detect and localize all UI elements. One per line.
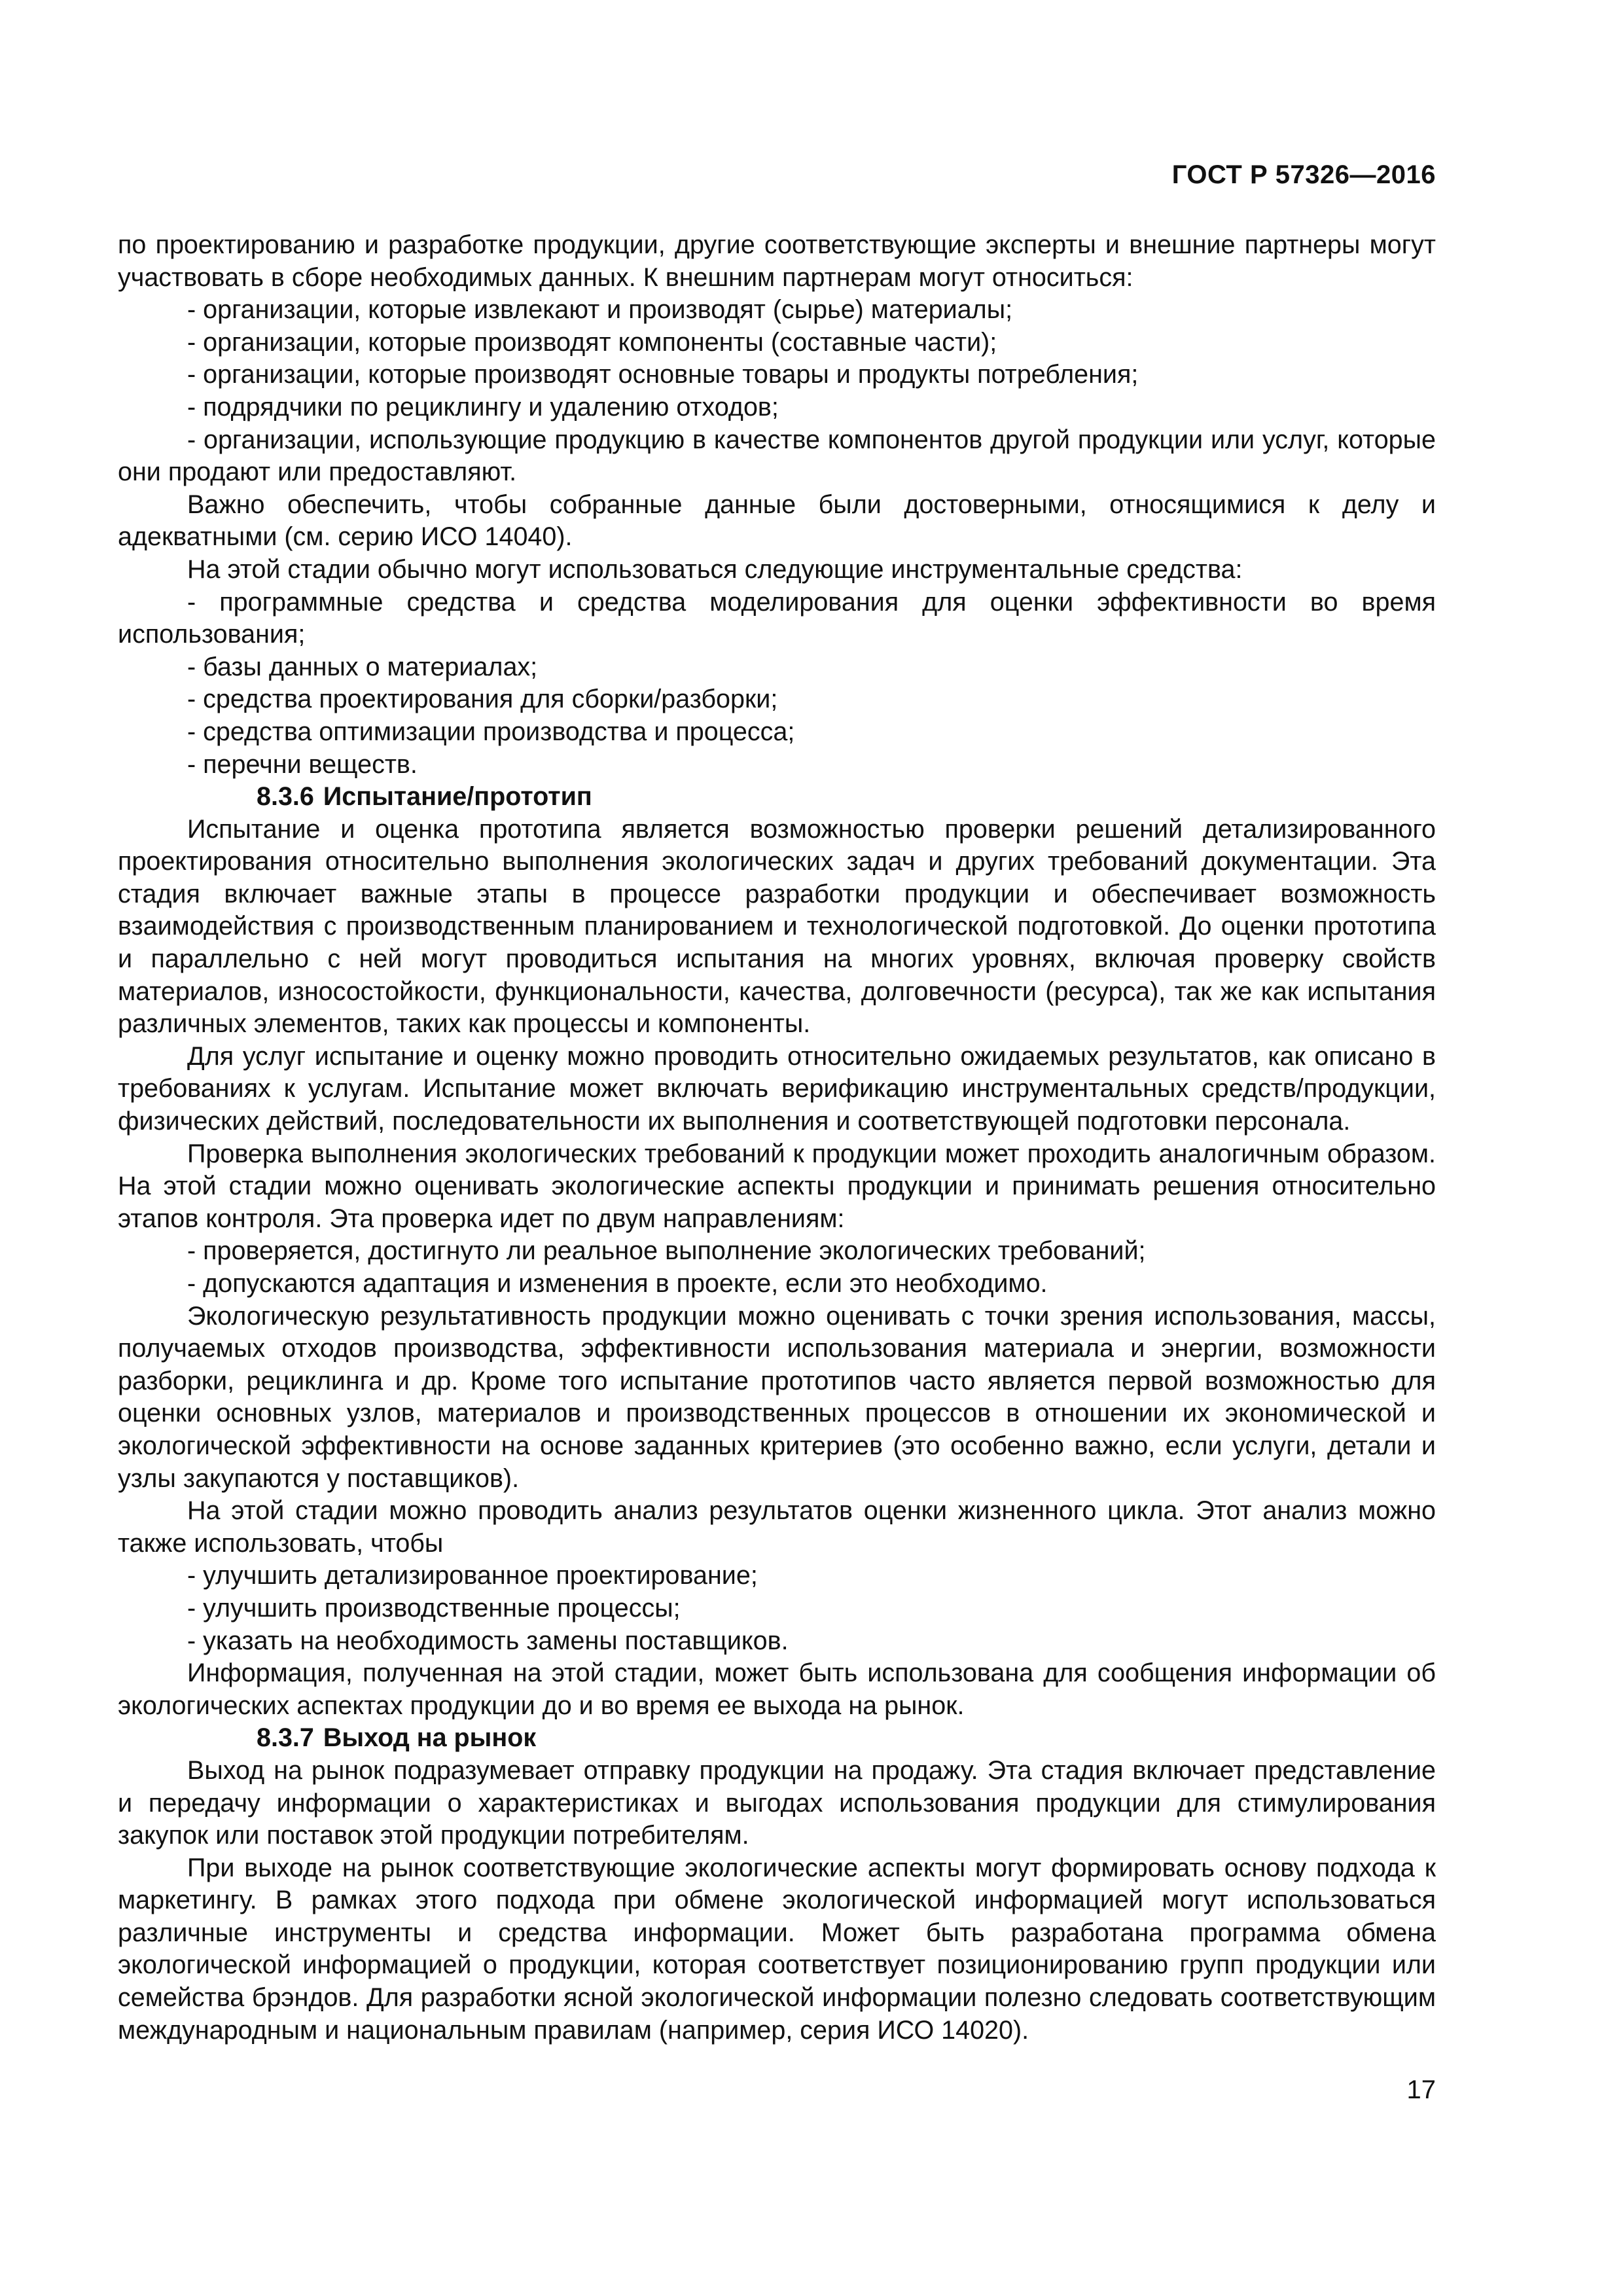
paragraph: Выход на рынок подразумевает отправку продукции на продажу. Эта стадия включает представление и передачу информации о характеристиках и выгодах использования продукции для стимулирования закупок или поставок этой продукции потребителям. [118,1755,1436,1850]
list-item: - улучшить детализированное проектирование; [187,1561,758,1590]
analysis-list [118,1560,1436,1657]
list-item: - программные средства и средства моделирования для оценки эффективности во время использования; [118,587,1436,649]
section-heading-8-3-6 [118,781,1436,814]
list-item: - организации, использующие продукцию в качестве компонентов другой продукции или услуг, которые они продают или предоставляют. [118,425,1436,487]
partners-list [118,294,1436,489]
list-item: - организации, которые извлекают и производят (сырье) материалы; [187,295,1013,325]
paragraph: На этой стадии обычно могут использоваться следующие инструментальные средства: [187,554,1243,584]
list-item: - средства оптимизации производства и процесса; [187,717,795,746]
paragraph: Важно обеспечить, чтобы собранные данные были достоверными, относящимися к делу и адекватными (см. серию ИСО 14040). [118,490,1436,552]
list-item: - допускаются адаптация и изменения в проекте, если это необходимо. [187,1269,1048,1298]
list-item: - средства проектирования для сборки/разборки; [187,685,778,714]
section-title: Выход на рынок [323,1723,537,1753]
list-item: - базы данных о материалах; [187,652,538,681]
list-item: - указать на необходимость замены поставщиков. [187,1626,789,1655]
paragraph: Проверка выполнения экологических требований к продукции может проходить аналогичным образом. На этой стадии можно оценивать экологические аспекты продукции и принимать решения относительно этапов контроля. Эта проверка идет по двум направлениям: [118,1139,1436,1233]
paragraph: При выходе на рынок соответствующие экологические аспекты могут формировать основу подхода к маркетингу. В рамках этого подхода при обмене экологической информацией могут использоваться различные инструменты и средства информации. Может быть разработана программа обмена экологической информацией о продукции, которая соответствует позиционированию групп продукции или семейства брэндов. Для разработки ясной экологической информации полезно следовать соответствующим международным и национальным правилам (например, серия ИСО 14020). [118,1853,1436,2045]
paragraph: Информация, полученная на этой стадии, может быть использована для сообщения информации об экологических аспектах продукции до и во время ее выхода на рынок. [118,1659,1436,1720]
section-heading-8-3-7 [118,1722,1436,1755]
list-item: - улучшить производственные процессы; [187,1593,681,1623]
verification-list [118,1235,1436,1300]
list-item: - подрядчики по рециклингу и удалению отходов; [187,392,779,422]
document-code-header: ГОСТ Р 57326—2016 [1171,160,1436,189]
section-number: 8.3.7 [257,1723,314,1753]
list-item: - организации, которые производят основные товары и продукты потребления; [187,360,1139,389]
section-title: Испытание/прототип [323,782,592,812]
page-body [118,229,1436,2047]
paragraph: по проектированию и разработке продукции, другие соответствующие эксперты и внешние партнеры могут участвовать в сборе необходимых данных. К внешним партнерам могут относиться: [118,230,1436,292]
tools-list [118,586,1436,781]
paragraph: Испытание и оценка прототипа является возможностью проверки решений детализированного проектирования относительно выполнения экологических задач и других требований документации. Эта стадия включает важные этапы в процессе разработки продукции и обеспечивает возможность взаимодействия с производственным планированием и технологической подготовкой. До оценки прототипа и параллельно с ней могут проводиться испытания на многих уровнях, включая проверку свойств материалов, износостойкости, функциональности, качества, долговечности (ресурса), так же как испытания различных элементов, таких как процессы и компоненты. [118,814,1436,1039]
section-number: 8.3.6 [257,782,314,812]
paragraph: Для услуг испытание и оценку можно проводить относительно ожидаемых результатов, как описано в требованиях к услугам. Испытание может включать верификацию инструментальных средств/продукции, физических действий, последовательности их выполнения и соответствующей подготовки персонала. [118,1041,1436,1136]
list-item: - проверяется, достигнуто ли реальное выполнение экологических требований; [187,1236,1146,1266]
page-number: 17 [1406,2075,1436,2104]
paragraph: Экологическую результативность продукции можно оценивать с точки зрения использования, массы, получаемых отходов производства, эффективности использования материала и энергии, возможности разборки, рециклинга и др. Кроме того испытание прототипов часто является первой возможностью для оценки основных узлов, материалов и производственных процессов в отношении их экономической и экологической эффективности на основе заданных критериев (это особенно важно, если услуги, детали и узлы закупаются у поставщиков). [118,1301,1436,1493]
list-item: - перечни веществ. [187,749,418,779]
paragraph: На этой стадии можно проводить анализ результатов оценки жизненного цикла. Этот анализ можно также использовать, чтобы [118,1496,1436,1558]
list-item: - организации, которые производят компоненты (составные части); [187,327,997,357]
